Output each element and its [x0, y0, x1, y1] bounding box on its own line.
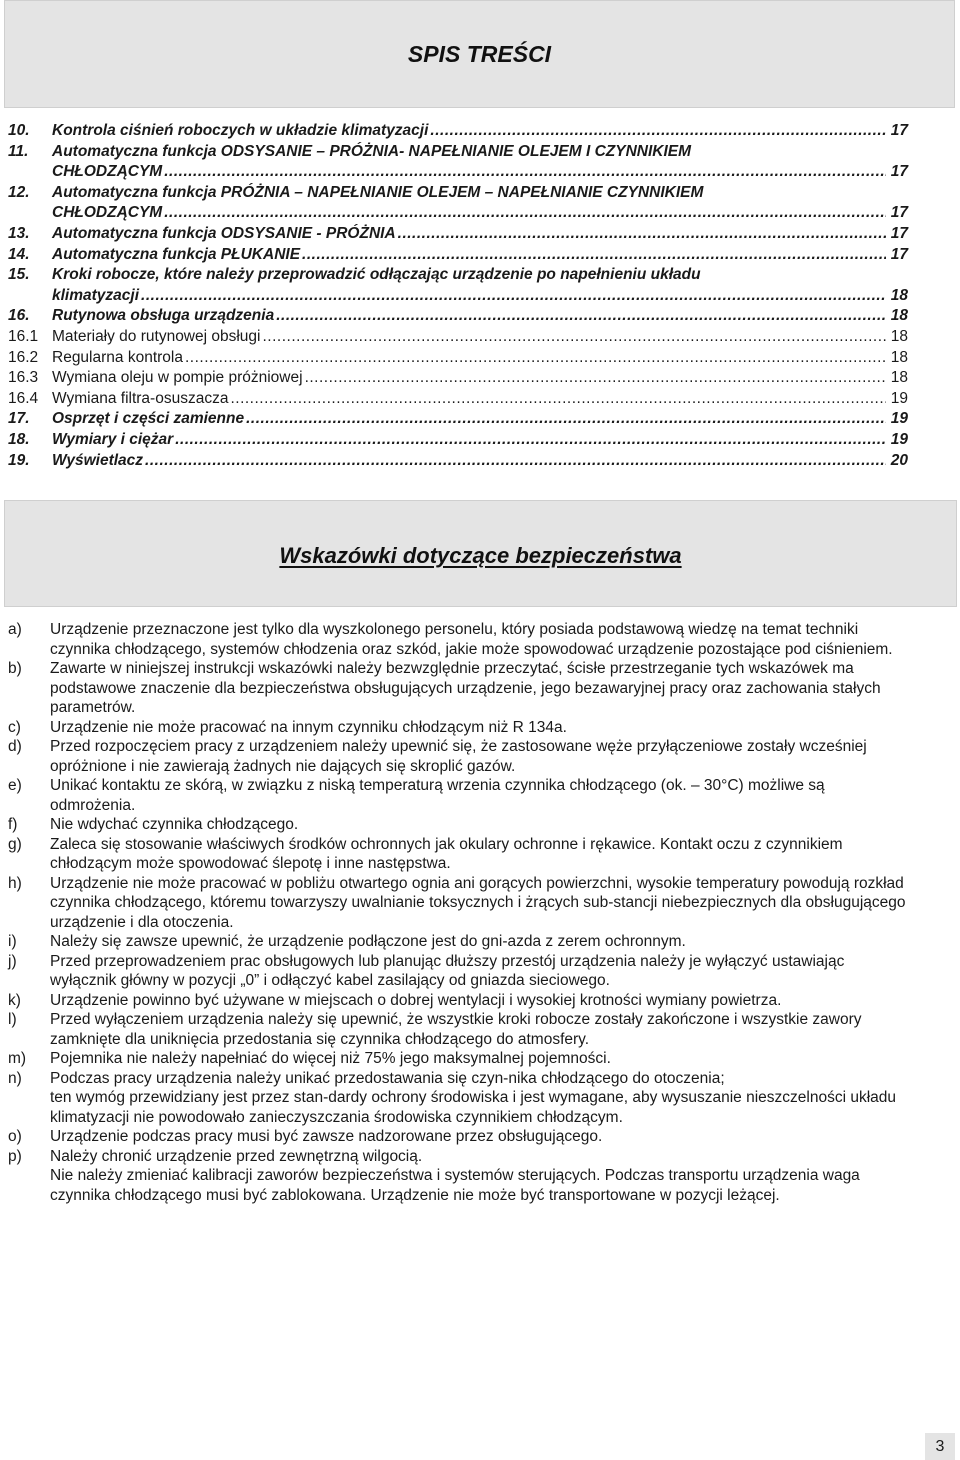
toc-entry-label: Wymiana oleju w pompie próżniowej: [52, 369, 303, 387]
safety-rule-text: Należy się zawsze upewnić, że urządzenie podłączone jest do gni-azda z zerem ochronnym.: [50, 933, 686, 950]
safety-title: Wskazówki dotyczące bezpieczeństwa: [279, 543, 682, 568]
toc-entry-label: CHŁODZĄCYM: [52, 204, 163, 222]
toc-entry-page: 18: [890, 369, 908, 387]
toc-entry-label: Rutynowa obsługa urządzenia: [52, 307, 275, 325]
safety-rule-text: Urządzenie powinno być używane w miejscach o dobrej wentylacji i wysokiej krotności wymiany powietrza.: [50, 991, 782, 1009]
safety-rule-letter: o): [8, 1128, 22, 1145]
toc-entry-page: 17: [890, 224, 908, 242]
safety-rule: [8, 874, 908, 933]
toc-entry-label: Wyświetlacz: [52, 451, 144, 469]
toc-entry-number: 16.2: [8, 348, 39, 366]
toc-dot-leader: [398, 224, 886, 245]
toc-entry-page: 18: [890, 286, 908, 304]
safety-rule-letter: p): [8, 1147, 22, 1165]
toc-entry-page: 17: [890, 204, 908, 222]
safety-rule: [8, 1127, 908, 1147]
toc-entry-number: 17.: [8, 410, 30, 428]
toc-entry-number: 16.1: [8, 327, 39, 345]
safety-rule-letter: k): [8, 991, 21, 1009]
safety-rule-letter: c): [8, 718, 21, 736]
toc-dot-leader: [430, 121, 886, 142]
safety-rule: [8, 835, 908, 874]
toc-entry[interactable]: [8, 142, 908, 163]
toc-dot-leader: [185, 348, 886, 369]
toc-dot-leader: [276, 306, 886, 327]
toc-entry-number: 10.: [8, 122, 30, 139]
safety-rule: [8, 815, 908, 835]
safety-rule-text: ten wymóg przewidziany jest przez stan-dardy ochrony środowiska i jest wymagane, aby wysuszanie nieszczelności układu klimatyzacji nie powodowało zanieczyszczania środowiska czynnikiem chłodzącym.: [50, 1089, 896, 1126]
toc-dot-leader: [230, 389, 886, 410]
toc-entry-number: 18.: [8, 430, 30, 448]
toc-entry-label: Wymiana filtra-osuszacza: [52, 389, 229, 407]
safety-rule-text: Nie należy zmieniać kalibracji zaworów bezpieczeństwa i systemów sterujących. Podczas transportu urządzenia waga czynnika chłodzącego musi być zablokowana. Urządzenie nie może być transportowane w pozycji leżącej.: [50, 1167, 860, 1204]
toc-entry-label: Automatyczna funkcja ODSYSANIE – PRÓŻNIA- NAPEŁNIANIE OLEJEM I CZYNNIKIEM: [52, 142, 692, 160]
toc-entry-label: Automatyczna funkcja ODSYSANIE - PRÓŻNIA: [52, 224, 396, 242]
safety-rule-letter: n): [8, 1069, 22, 1087]
toc-dot-leader: [141, 286, 886, 307]
toc-entry-page: 19: [890, 430, 908, 448]
toc-dot-leader: [164, 162, 886, 183]
safety-rule: [8, 718, 908, 738]
safety-rule-text: Urządzenie nie może pracować w pobliżu otwartego ognia ani gorących powierzchni, wysokie temperatury powodują rozkład czynnika chłodzącego, któremu towarzyszy uwalnianie toksycznych i żrących sub-stancji niebezpiecznych dla obsługującego urządzenie i dla otoczenia.: [50, 874, 906, 931]
safety-rule-text: Unikać kontaktu ze skórą, w związku z niską temperaturą wrzenia czynnika chłodzącego (ok. – 30°C) możliwe są odmrożenia.: [50, 777, 825, 814]
toc-entry-number: 11.: [8, 142, 29, 160]
toc-entry[interactable]: [8, 430, 908, 451]
toc-entry-page: 19: [890, 389, 908, 407]
toc-entry-label: CHŁODZĄCYM: [52, 163, 163, 181]
safety-rule: [8, 659, 908, 718]
safety-rule-text: Przed wyłączeniem urządzenia należy się upewnić, że wszystkie kroki robocze zostały zakończone i wszystkie zawory zamknięte dla uniknięcia przedostania się czynnika chłodzącego do atmosfery.: [50, 1011, 862, 1048]
toc-entry-number: 16.4: [8, 389, 39, 407]
toc-entry[interactable]: [8, 224, 908, 245]
safety-rule-letter: e): [8, 777, 22, 794]
toc-entry-label: Kontrola ciśnień roboczych w układzie klimatyzacji: [52, 122, 429, 139]
toc-entry-label: Wymiary i ciężar: [52, 430, 174, 448]
toc-entry[interactable]: [8, 245, 908, 266]
toc-dot-leader: [175, 430, 886, 451]
toc-dot-leader: [263, 327, 887, 348]
safety-rule-text: Przed przeprowadzeniem prac obsługowych lub planując dłuższy przestój urządzenia należy je wyłączyć ustawiając wyłącznik główny w pozycji „0” i odłączyć kabel zasilający od gniazda sieciowego.: [50, 952, 845, 989]
safety-rule-letter: g): [8, 835, 22, 853]
safety-rule: [8, 1049, 908, 1069]
toc-entry-page: 17: [890, 163, 908, 181]
toc-dot-leader: [246, 409, 886, 430]
toc-entry[interactable]: [8, 121, 908, 142]
toc-entry-label: Automatyczna funkcja PŁUKANIE: [52, 245, 301, 263]
safety-rule: [8, 1147, 908, 1206]
toc-entry[interactable]: [8, 183, 908, 204]
table-of-contents: [8, 121, 908, 471]
page-number: 3: [925, 1433, 955, 1460]
safety-rule-text: Urządzenie przeznaczone jest tylko dla wyszkolonego personelu, który posiada podstawową wiedzę na temat techniki czynnika chłodzącego, systemów chłodzenia oraz szkód, jakie może spowodować urządzenie pozostające pod ciśnieniem.: [50, 621, 893, 658]
safety-rule-letter: b): [8, 660, 22, 677]
safety-rule-text: Podczas pracy urządzenia należy unikać przedostawania się czyn-nika chłodzącego do otoczenia;: [50, 1069, 725, 1087]
safety-rule-text: Należy chronić urządzenie przed zewnętrzną wilgocią.: [50, 1147, 423, 1165]
safety-rules: [8, 620, 908, 1205]
safety-rule: [8, 932, 908, 952]
safety-rule: [8, 776, 908, 815]
safety-rule-text: Pojemnika nie należy napełniać do więcej niż 75% jego maksymalnej pojemności.: [50, 1050, 611, 1067]
toc-dot-leader: [305, 368, 886, 389]
safety-rule-letter: a): [8, 621, 22, 638]
toc-entry-label: Regularna kontrola: [52, 348, 183, 366]
toc-entry-page: 20: [890, 451, 908, 469]
safety-header: [4, 500, 957, 607]
safety-rule-text: Zaleca się stosowanie właściwych środków ochronnych jak okulary ochronne i rękawice. Kontakt oczu z czynnikiem chłodzącym może spowodować ślepotę i inne następstwa.: [50, 835, 843, 872]
safety-rule: [8, 991, 908, 1011]
safety-rule-text: Urządzenie nie może pracować na innym czynniku chłodzącym niż R 134a.: [50, 718, 567, 736]
toc-entry-number: 12.: [8, 183, 30, 201]
safety-rule-letter: d): [8, 738, 22, 755]
toc-entry-label: Kroki robocze, które należy przeprowadzić odłączając urządzenie po napełnieniu układu: [52, 266, 701, 284]
safety-rule-letter: h): [8, 874, 22, 892]
toc-entry-page: 18: [890, 307, 908, 325]
toc-entry-label: Osprzęt i części zamienne: [52, 410, 245, 428]
toc-dot-leader: [302, 245, 886, 266]
safety-rule-letter: m): [8, 1050, 27, 1067]
toc-entry[interactable]: [8, 389, 908, 410]
safety-rule-letter: j): [8, 952, 17, 970]
toc-entry[interactable]: [8, 203, 908, 224]
toc-entry-label: klimatyzacji: [52, 286, 140, 304]
toc-dot-leader: [164, 203, 886, 224]
safety-rule-text: Urządzenie podczas pracy musi być zawsze nadzorowane przez obsługującego.: [50, 1128, 603, 1145]
safety-rule-text: Nie wdychać czynnika chłodzącego.: [50, 816, 299, 833]
safety-rule: [8, 952, 908, 991]
toc-entry[interactable]: [8, 265, 908, 286]
toc-entry-number: 15.: [8, 266, 30, 284]
toc-entry-page: 17: [890, 245, 908, 263]
toc-entry-number: 16.: [8, 307, 30, 325]
toc-entry-number: 14.: [8, 245, 30, 263]
toc-entry[interactable]: [8, 327, 908, 348]
toc-header: [4, 0, 955, 108]
safety-rule-text: Przed rozpoczęciem pracy z urządzeniem należy upewnić się, że zastosowane węże przyłączeniowe zostały wcześniej opróżnione i nie zawierają żadnych nie dających się skroplić gazów.: [50, 738, 867, 775]
safety-rule: [8, 1069, 908, 1128]
toc-entry-label: Materiały do rutynowej obsługi: [52, 327, 261, 345]
toc-entry[interactable]: [8, 348, 908, 369]
safety-rule: [8, 620, 908, 659]
safety-rule-letter: i): [8, 933, 17, 950]
toc-entry[interactable]: [8, 409, 908, 430]
toc-entry-page: 17: [890, 122, 908, 139]
safety-rule: [8, 1010, 908, 1049]
safety-rule-letter: l): [8, 1011, 17, 1028]
toc-entry-number: 19.: [8, 451, 30, 469]
toc-entry-page: 18: [890, 348, 908, 366]
toc-title: SPIS TREŚCI: [407, 41, 552, 67]
safety-rule: [8, 737, 908, 776]
toc-entry-page: 19: [890, 410, 908, 428]
toc-entry[interactable]: [8, 286, 908, 307]
toc-entry-number: 13.: [8, 224, 30, 242]
toc-entry[interactable]: [8, 451, 908, 472]
toc-entry[interactable]: [8, 368, 908, 389]
toc-entry[interactable]: [8, 306, 908, 327]
safety-rule-text: Zawarte w niniejszej instrukcji wskazówki należy bezwzględnie przeczytać, ścisłe przestrzeganie tych wskazówek ma podstawowe znaczenie dla bezpieczeństwa obsługujących urządzenie, jego bezawaryjnej pracy oraz zachowania stałych parametrów.: [50, 660, 881, 716]
safety-rule-letter: f): [8, 816, 18, 833]
toc-entry-number: 16.3: [8, 369, 39, 387]
toc-dot-leader: [145, 451, 886, 472]
toc-entry-page: 18: [890, 327, 908, 345]
toc-entry-label: Automatyczna funkcja PRÓŻNIA – NAPEŁNIANIE OLEJEM – NAPEŁNIANIE CZYNNIKIEM: [52, 183, 704, 201]
toc-entry[interactable]: [8, 162, 908, 183]
